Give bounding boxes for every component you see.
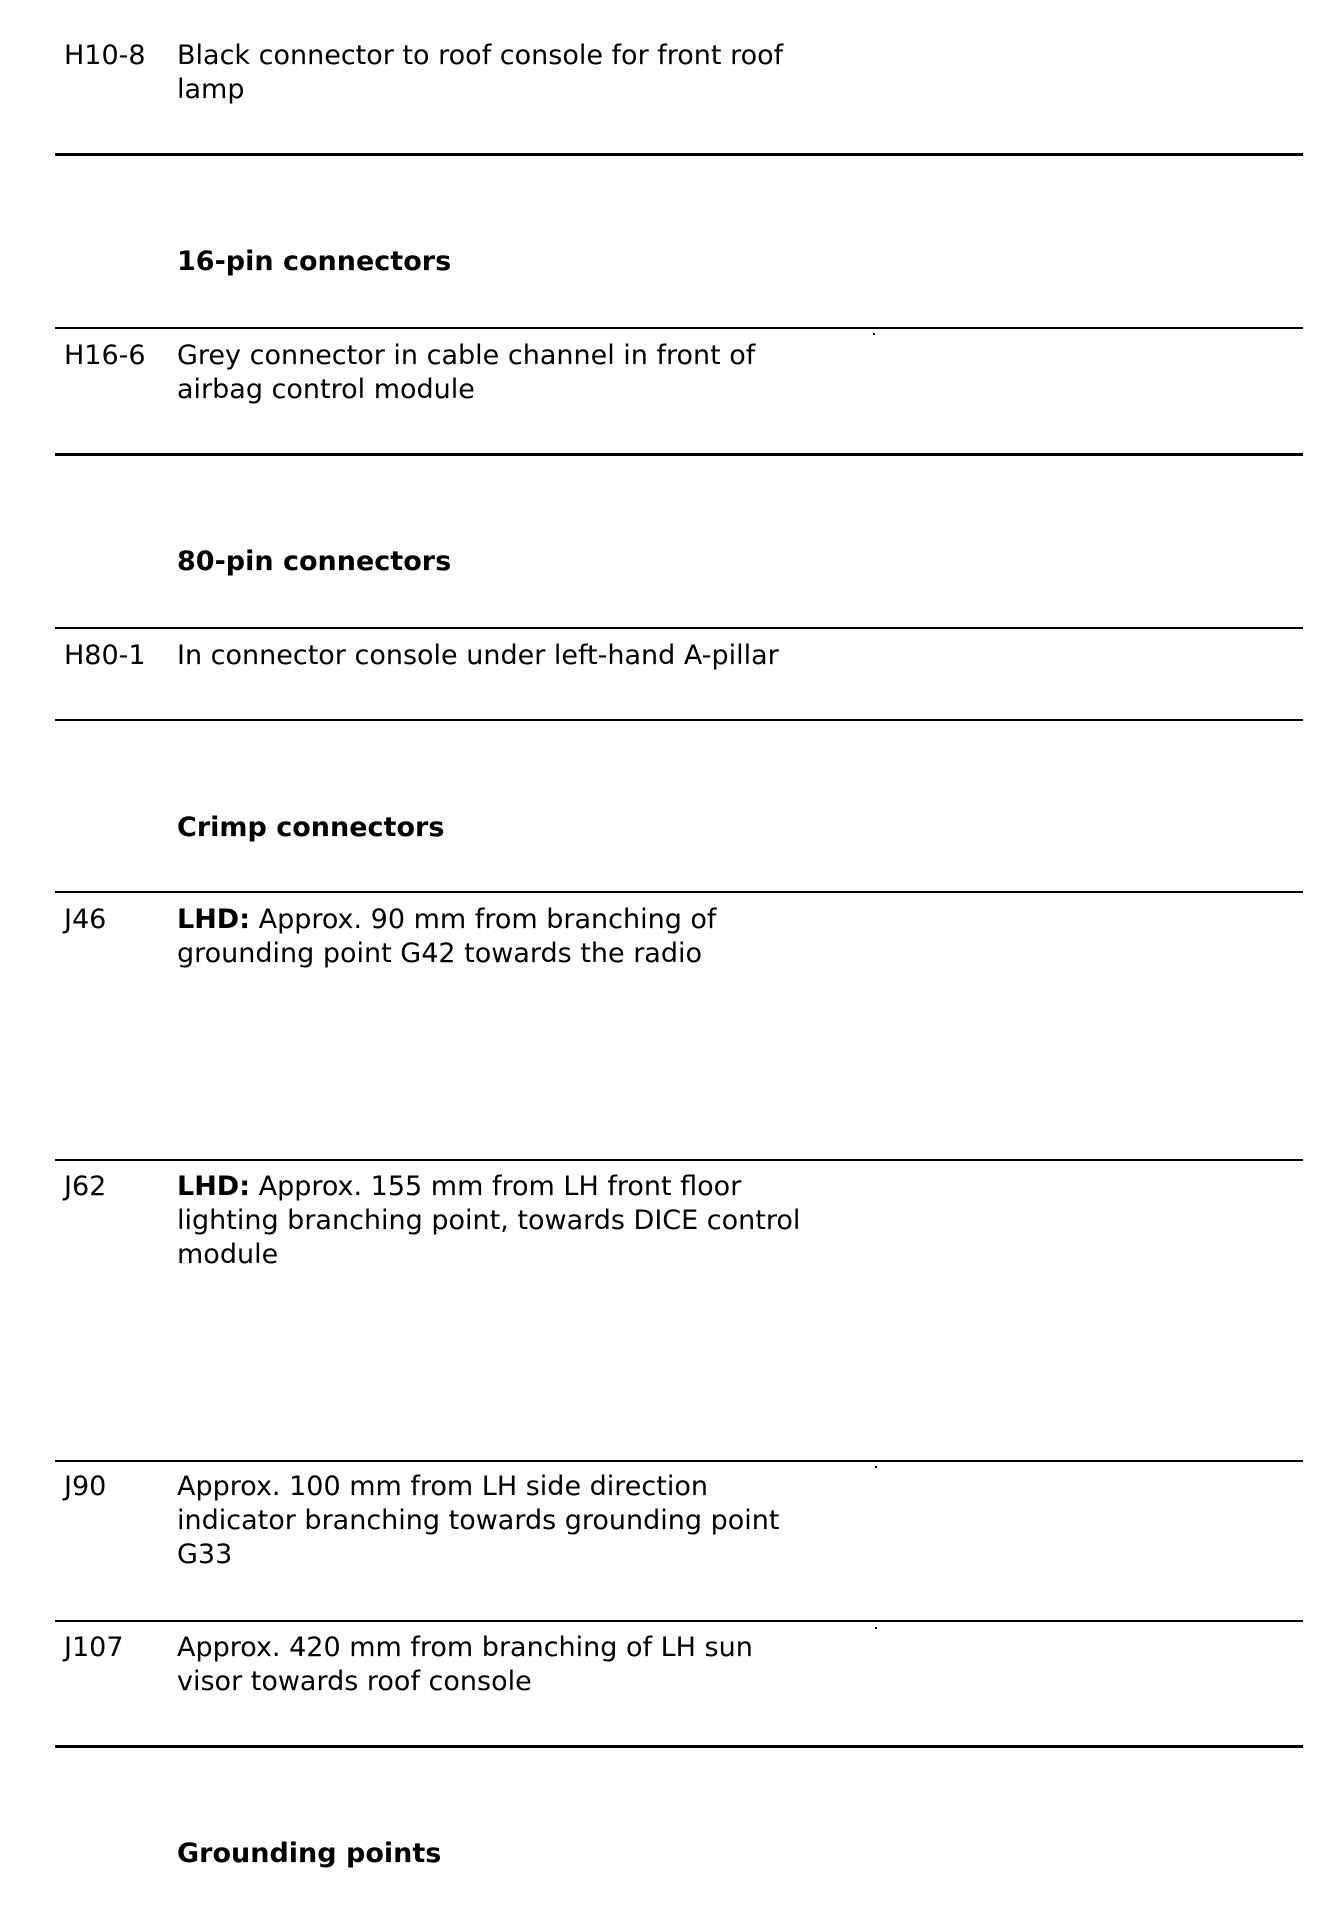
entry-desc-h16-6-line1: Grey connector in cable channel in front of <box>177 340 756 371</box>
entry-desc-j90-line1: Approx. 100 mm from LH side direction <box>177 1471 708 1502</box>
heading-crimp-connectors: Crimp connectors <box>177 812 445 843</box>
entry-code-h10-8: H10-8 <box>64 40 146 71</box>
entry-desc-h16-6-line2: airbag control module <box>177 374 475 405</box>
entry-desc-j107-line1: Approx. 420 mm from branching of LH sun <box>177 1632 753 1663</box>
scan-dot <box>875 1627 877 1629</box>
scan-dot <box>873 333 875 335</box>
section-divider <box>55 453 1303 456</box>
entry-desc-j62-text: Approx. 155 mm from LH front floor <box>250 1171 742 1202</box>
entry-desc-j90-line3: G33 <box>177 1539 233 1570</box>
entry-desc-j62-line3: module <box>177 1239 279 1270</box>
heading-16-pin-connectors: 16-pin connectors <box>177 246 452 277</box>
lhd-label: LHD: <box>177 904 251 935</box>
entry-code-j90: J90 <box>64 1471 107 1502</box>
section-divider <box>55 153 1303 156</box>
row-divider <box>55 327 1303 329</box>
entry-code-h16-6: H16-6 <box>64 340 146 371</box>
entry-desc-j107-line2: visor towards roof console <box>177 1666 532 1697</box>
entry-desc-h80-1: In connector console under left-hand A-pillar <box>177 640 779 671</box>
row-divider <box>55 1159 1303 1161</box>
row-divider <box>55 1460 1303 1462</box>
heading-80-pin-connectors: 80-pin connectors <box>177 546 452 577</box>
entry-desc-j46-text: Approx. 90 mm from branching of <box>250 904 717 935</box>
entry-code-j62: J62 <box>64 1171 107 1202</box>
heading-grounding-points: Grounding points <box>177 1838 442 1869</box>
lhd-label: LHD: <box>177 1171 251 1202</box>
entry-desc-j62-line1 <box>177 1170 741 1204</box>
entry-desc-j46-line1 <box>177 903 716 937</box>
scan-dot <box>875 1466 877 1468</box>
entry-desc-h10-8-line2: lamp <box>177 74 245 105</box>
entry-code-h80-1: H80-1 <box>64 640 146 671</box>
section-divider <box>55 719 1303 721</box>
entry-desc-j62-line2: lighting branching point, towards DICE control <box>177 1205 801 1236</box>
row-divider <box>55 891 1303 893</box>
entry-desc-j46-line2: grounding point G42 towards the radio <box>177 938 703 969</box>
row-divider <box>55 1620 1303 1622</box>
row-divider <box>55 627 1303 629</box>
entry-code-j46: J46 <box>64 904 107 935</box>
section-divider <box>55 1745 1303 1748</box>
entry-desc-h10-8-line1: Black connector to roof console for front roof <box>177 40 784 71</box>
entry-desc-j90-line2: indicator branching towards grounding point <box>177 1505 780 1536</box>
entry-code-j107: J107 <box>64 1632 124 1663</box>
